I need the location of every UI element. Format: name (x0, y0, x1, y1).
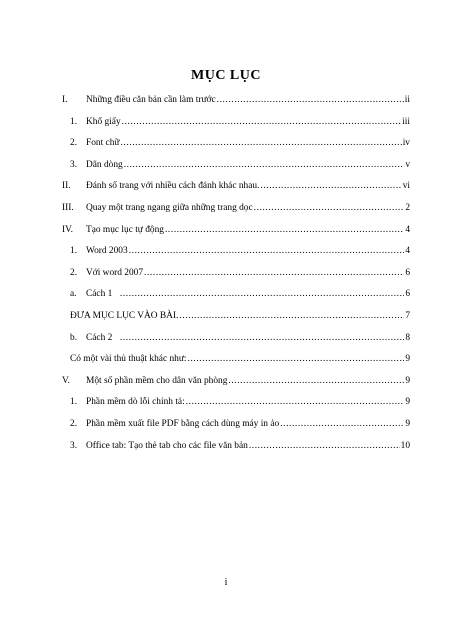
toc-entry[interactable] (70, 306, 410, 328)
table-of-contents (62, 90, 410, 457)
toc-entry-number: 1. (70, 397, 78, 408)
toc-entry-number: 2. (70, 267, 78, 278)
toc-title: MỤC LỤC (191, 68, 261, 83)
toc-entry-label: Phần mềm dò lỗi chính tả: (86, 397, 185, 408)
toc-entry-page: iii (402, 116, 410, 127)
toc-entry-number: b. (70, 332, 78, 343)
toc-entry-label: Những điều căn bản cần làm trước (86, 95, 216, 105)
dot-leader (249, 436, 400, 458)
toc-entry-page: iv (402, 138, 410, 149)
dot-leader (260, 176, 401, 198)
toc-entry[interactable] (62, 392, 410, 414)
toc-entry-label: Font chữ (86, 138, 120, 149)
toc-entry-page: 9 (405, 375, 410, 386)
toc-entry[interactable] (62, 414, 410, 436)
dot-leader (179, 306, 404, 328)
dot-leader (122, 112, 402, 134)
toc-entry-page: vi (402, 181, 410, 192)
dot-leader (124, 155, 405, 177)
toc-entry-page: 9 (405, 418, 410, 429)
toc-entry-page: 9 (405, 354, 410, 365)
toc-entry-page: 9 (405, 397, 410, 408)
toc-entry[interactable] (62, 155, 410, 177)
toc-entry-number: V. (62, 375, 70, 386)
toc-entry-number: a. (70, 289, 77, 300)
toc-entry-label: Word 2003 (86, 246, 128, 257)
toc-entry-label: Với word 2007 (86, 267, 144, 278)
dot-leader (228, 371, 404, 393)
toc-entry-number: II. (62, 181, 71, 192)
toc-entry-page: 4 (405, 224, 410, 235)
toc-entry-label: Cách 1 (86, 289, 113, 300)
toc-entry-page: 6 (405, 267, 410, 278)
dot-leader (254, 198, 405, 220)
toc-entry[interactable] (62, 241, 410, 263)
dot-leader (165, 220, 404, 242)
dot-leader (120, 328, 404, 350)
toc-entry[interactable] (62, 220, 410, 242)
toc-entry-page: 10 (400, 440, 410, 451)
toc-entry[interactable] (70, 349, 410, 371)
toc-entry-label: Phần mềm xuất file PDF bằng cách dùng máy in ảo (86, 418, 280, 429)
toc-entry-label: Quay một trang ngang giữa những trang dọc (86, 202, 253, 213)
dot-leader (120, 133, 401, 155)
dot-leader (120, 284, 404, 306)
toc-entry-number: I. (62, 95, 68, 105)
toc-entry[interactable] (62, 133, 410, 155)
toc-entry-page: v (405, 159, 410, 170)
toc-entry-label: Cách 2 (86, 332, 113, 343)
toc-entry[interactable] (62, 284, 410, 306)
dot-leader (129, 241, 405, 263)
dot-leader (188, 349, 405, 371)
toc-entry-page: 4 (405, 246, 410, 257)
toc-entry-label: Khổ giấy (86, 116, 121, 127)
toc-entry-label: Có một vài thủ thuật khác như: (70, 354, 187, 365)
toc-entry-number: 3. (70, 440, 78, 451)
toc-entry[interactable] (62, 436, 410, 458)
toc-entry-page: ii (404, 95, 410, 105)
toc-entry[interactable] (62, 198, 410, 220)
toc-entry[interactable] (62, 90, 410, 112)
toc-entry-label: Office tab: Tạo thẻ tab cho các file văn bản (86, 440, 248, 451)
toc-entry-number: 1. (70, 246, 78, 257)
toc-entry-label: ĐƯA MỤC LỤC VÀO BÀI. (70, 310, 179, 321)
toc-entry[interactable] (62, 176, 410, 198)
toc-entry[interactable] (62, 328, 410, 350)
toc-entry-number: 3. (70, 159, 78, 170)
toc-entry-label: Tạo mục lục tự động (86, 224, 164, 235)
toc-entry[interactable] (62, 112, 410, 134)
toc-entry[interactable] (62, 371, 410, 393)
toc-entry-number: 2. (70, 138, 78, 149)
dot-leader (186, 392, 405, 414)
page-number: i (224, 577, 228, 588)
toc-entry-label: Một số phần mềm cho dân văn phòng (86, 375, 228, 386)
toc-entry-number: IV. (62, 224, 74, 235)
toc-entry[interactable] (62, 263, 410, 285)
toc-entry-page: 2 (405, 202, 410, 213)
dot-leader (280, 414, 404, 436)
toc-entry-label: Dãn dòng (86, 159, 123, 170)
toc-entry-number: 1. (70, 116, 78, 127)
toc-entry-page: 7 (405, 310, 410, 321)
dot-leader (144, 263, 404, 285)
toc-entry-page: 6 (405, 289, 410, 300)
dot-leader (217, 90, 404, 112)
toc-entry-number: 2. (70, 418, 78, 429)
toc-entry-label: Đánh số trang với nhiều cách đánh khác nhau. (86, 181, 260, 192)
toc-entry-number: III. (62, 202, 74, 213)
toc-entry-page: 8 (405, 332, 410, 343)
